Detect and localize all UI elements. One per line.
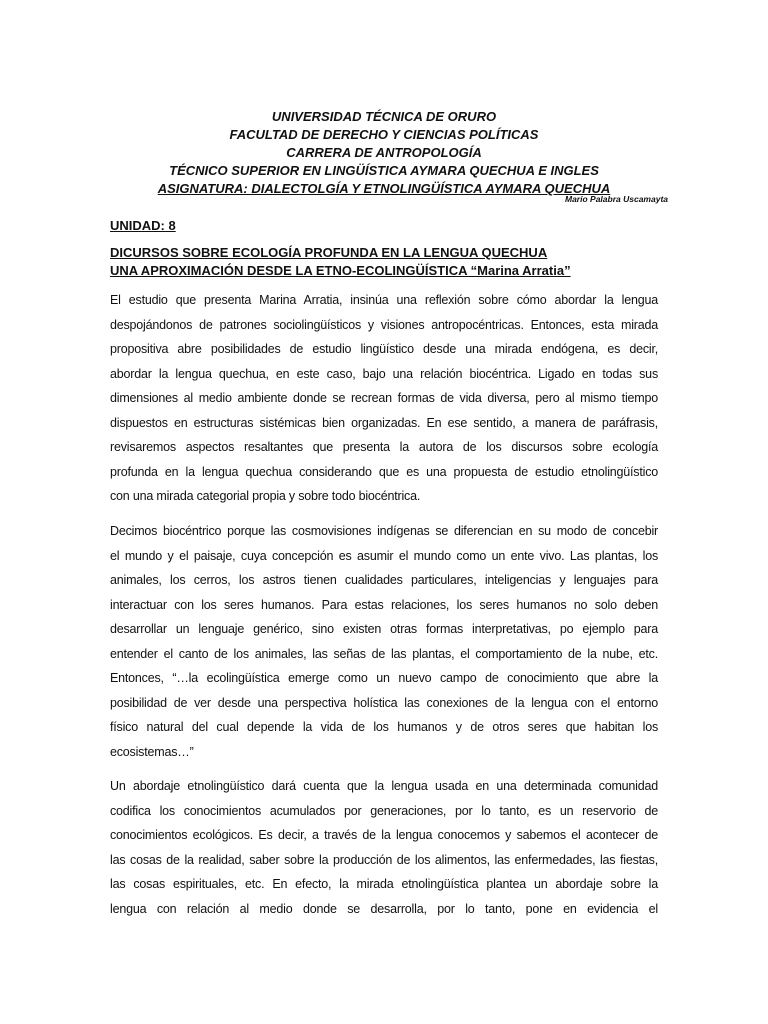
document-header [80,108,688,198]
paragraph-line: desarrollar un lenguaje genérico, sino existen otras formas interpretativas, po ejemplo para [110,622,658,636]
document-title [110,244,571,280]
paragraph-2 [110,519,658,764]
paragraph-line: conocimientos ecológicos. Es decir, a través de la lengua conocemos y sabemos el acontecer de [110,828,658,842]
paragraph-line: dimensiones al medio ambiente donde se recrean formas de vida diversa, pero al mismo tiempo [110,391,658,405]
author-name: Mario Palabra Uscamayta [565,194,668,204]
paragraph-line: lengua con relación al medio donde se desarrolla, por lo tanto, pone en evidencia el [110,901,658,916]
paragraph-line: El estudio que presenta Marina Arratia, insinúa una reflexión sobre cómo abordar la lengua [110,293,658,307]
paragraph-line: Decimos biocéntrico porque las cosmovisiones indígenas se diferencian en su modo de concebir [110,524,658,538]
paragraph-line: físico natural del cual depende la vida de los humanos y de otros seres que habitan los [110,720,658,734]
paragraph-line: propositiva abre posibilidades de estudio lingüístico desde una mirada endógena, es decir, [110,342,658,356]
university-name: UNIVERSIDAD TÉCNICA DE ORURO [271,109,497,124]
paragraph-line: entender el canto de los animales, las señas de las plantas, el comportamiento de la nube, etc. [110,646,658,661]
paragraph-line: dispuestos en estructuras sistémicas bien organizadas. En ese sentido, a manera de paráfrasis, [110,415,658,430]
paragraph-line: posibilidad de ver desde una perspectiva holística las conexiones de la lengua con el entorno [110,695,658,710]
paragraph-line: las cosas espirituales, etc. En efecto, la mirada etnolingüística plantea un abordaje sobre la [110,877,658,891]
paragraph-line: despojándonos de patrones sociolingüísticos y visiones antropocéntricas. Entonces, esta mirada [110,317,658,332]
paragraph-line: el mundo y el paisaje, cuya concepción es asumir el mundo como un ente vivo. Las plantas, los [110,548,658,563]
paragraph-3 [110,774,658,921]
paragraph-line: Entonces, “…la ecolingüística emerge como un nuevo campo de conocimiento que abre la [110,671,658,685]
paragraph-line: animales, los cerros, los astros tienen cualidades particulares, inteligencias y lenguajes para [110,573,658,587]
title-line-1: DICURSOS SOBRE ECOLOGÍA PROFUNDA EN LA LENGUA QUECHUA [110,245,548,260]
paragraph-line: interactuar con los seres humanos. Para estas relaciones, los seres humanos no solo deben [110,597,658,612]
title-line-2: UNA APROXIMACIÓN DESDE LA ETNO-ECOLINGÜÍSTICA “Marina Arratia” [110,263,571,278]
paragraph-line: revisaremos aspectos resaltantes que presenta la autora de los discursos sobre ecología [110,440,658,454]
paragraph-line: las cosas de la realidad, saber sobre la producción de los alimentos, las enfermedades, las fiestas, [110,852,658,867]
paragraph-1 [110,288,658,509]
paragraph-line: Un abordaje etnolingüístico dará cuenta que la lengua usada en una determinada comunidad [110,779,658,793]
paragraph-line: ecosistemas…” [110,744,194,759]
paragraph-line: con una mirada categorial propia y sobre todo biocéntrica. [110,489,421,503]
paragraph-line: profunda en la lengua quechua considerando que es una propuesta de estudio etnolingüístico [110,464,658,479]
faculty-name: FACULTAD DE DERECHO Y CIENCIAS POLÍTICAS [229,127,539,142]
paragraph-line: abordar la lengua quechua, en este caso, bajo una relación biocéntrica. Ligado en todas sus [110,366,658,381]
unit-heading: UNIDAD: 8 [110,218,176,233]
program-name: TÉCNICO SUPERIOR EN LINGÜÍSTICA AYMARA QUECHUA E INGLES [169,163,599,178]
career-name: CARRERA DE ANTROPOLOGÍA [286,145,482,160]
paragraph-line: codifica los conocimientos acumulados por generaciones, por lo tanto, es un reservorio de [110,803,658,818]
subject-name: ASIGNATURA: DIALECTOLGÍA Y ETNOLINGÜÍSTICA AYMARA QUECHUA [157,181,611,196]
